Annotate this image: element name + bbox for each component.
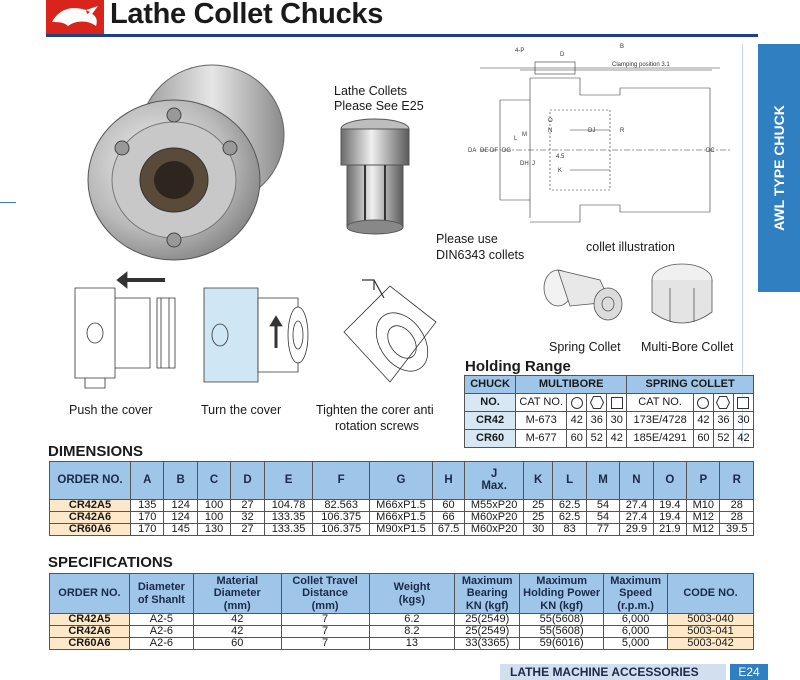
spring-collet-label: Spring Collet xyxy=(549,340,621,354)
dim-cell: 170 xyxy=(131,512,164,524)
dimensions-table xyxy=(49,461,754,536)
dim-cell: 67.5 xyxy=(432,524,464,536)
dim-o: O xyxy=(548,118,553,124)
dim-da: DA xyxy=(468,148,477,154)
dim-cell: 39.5 xyxy=(720,524,754,536)
dim-head-b: B xyxy=(164,462,197,500)
holding-range-table xyxy=(464,375,754,448)
dim-cell: 130 xyxy=(197,524,230,536)
dim-l: L xyxy=(514,136,518,142)
spec-head-mat2: Diameter xyxy=(213,587,261,600)
dim-cell: 25 xyxy=(524,512,553,524)
side-tab-label: AWL TYPE CHUCK xyxy=(771,105,787,231)
dim-head-order: ORDER NO. xyxy=(50,462,131,500)
dim-order: CR60A6 xyxy=(50,524,131,536)
dim-cell: 145 xyxy=(164,524,197,536)
dim-order: CR42A6 xyxy=(50,512,131,524)
spec-head-travel: Collet Travel xyxy=(292,575,358,588)
spec-head-power2: Holding Power xyxy=(523,587,601,600)
dim-k: K xyxy=(558,168,563,174)
hold-head-cat: CAT NO. xyxy=(516,394,567,412)
push-cover-label: Push the cover xyxy=(69,403,153,417)
dim-cell: 30 xyxy=(524,524,553,536)
dim-cell: M66xP1.5 xyxy=(370,500,433,512)
dim-cell: M60xP20 xyxy=(465,512,524,524)
circle-bore-icon xyxy=(571,397,583,409)
spec-order: CR42A5 xyxy=(50,614,130,626)
please-use-line2: DIN6343 collets xyxy=(436,248,525,262)
dim-cell: 135 xyxy=(131,500,164,512)
side-tab xyxy=(758,44,800,292)
spec-cell: A2-5 xyxy=(129,614,193,626)
table-row xyxy=(50,512,754,524)
spec-head-power: Maximum xyxy=(536,575,588,588)
specifications-title: SPECIFICATIONS xyxy=(48,554,173,571)
dim-head-k: K xyxy=(524,462,553,500)
turn-cover-illustration xyxy=(198,278,318,393)
hold-val: 36 xyxy=(713,412,733,430)
hold-cat: M-677 xyxy=(516,430,567,448)
hold-no: CR42 xyxy=(465,412,516,430)
multibore-collet-illustration xyxy=(640,258,730,338)
spec-head-mat: Material xyxy=(216,575,259,588)
dim-b: B xyxy=(620,44,625,50)
dim-cell: 124 xyxy=(164,500,197,512)
table-row xyxy=(465,412,754,430)
hexagon-bore-icon xyxy=(716,396,730,409)
spec-head-order: ORDER NO. xyxy=(50,574,130,614)
table-row xyxy=(50,524,754,536)
spec-head-speed3: (r.p.m.) xyxy=(617,599,654,612)
dim-cell: 21.9 xyxy=(653,524,686,536)
spec-cell: 25(2549) xyxy=(455,626,520,638)
dim-cell: 100 xyxy=(197,512,230,524)
dimensions-title: DIMENSIONS xyxy=(48,443,144,460)
dim-cell: 124 xyxy=(164,512,197,524)
dim-cell: 19.4 xyxy=(653,500,686,512)
spec-head-bearing2: Bearing xyxy=(466,587,508,600)
spec-head-speed2: Speed xyxy=(619,587,653,600)
dim-head-r: R xyxy=(720,462,754,500)
spec-cell: 6,000 xyxy=(604,614,668,626)
circle-bore-icon xyxy=(697,397,709,409)
spec-head-diam2: of Shanlt xyxy=(137,593,185,606)
spec-head-bearing3: KN (kgf) xyxy=(465,599,509,612)
dim-cell: 62.5 xyxy=(553,512,586,524)
dim-cell: 27 xyxy=(231,500,264,512)
hold-scat: 185E/4291 xyxy=(627,430,694,448)
dim-cell: M66xP1.5 xyxy=(370,512,433,524)
dim-cell: M12 xyxy=(687,524,720,536)
table-row xyxy=(50,500,754,512)
dim-r: R xyxy=(620,128,625,134)
square-bore-icon xyxy=(737,397,749,409)
footer-label: LATHE MACHINE ACCESSORIES xyxy=(510,665,699,679)
dim-head-o: O xyxy=(653,462,686,500)
dim-cell: 54 xyxy=(586,512,619,524)
holding-range-title: Holding Range xyxy=(465,358,571,375)
spec-cell: A2-6 xyxy=(129,638,193,650)
spec-cell: 55(5608) xyxy=(520,626,604,638)
dim-cell: 106.375 xyxy=(313,524,370,536)
spec-cell: 25(2549) xyxy=(455,614,520,626)
spec-cell: 42 xyxy=(193,614,281,626)
spec-cell: 6.2 xyxy=(369,614,455,626)
hold-head-cat2: CAT NO. xyxy=(627,394,694,412)
table-row xyxy=(50,626,754,638)
dim-dg: DG xyxy=(502,148,511,154)
spec-head-weight2: (kgs) xyxy=(398,593,426,606)
hold-val: 60 xyxy=(567,430,587,448)
spec-cell: 8.2 xyxy=(369,626,455,638)
dim-cell: 133.35 xyxy=(264,512,313,524)
hold-head-spring: SPRING COLLET xyxy=(627,376,754,394)
spec-head-mat3: (mm) xyxy=(223,599,251,612)
collet-illustration-label: collet illustration xyxy=(586,240,675,254)
dim-m: M xyxy=(522,132,527,138)
spring-collet-illustration xyxy=(530,258,630,338)
dim-cell: 28 xyxy=(720,512,754,524)
spec-head-power3: KN (kgf) xyxy=(540,599,584,612)
spec-code: 5003-042 xyxy=(668,638,754,650)
dim-head-j: J xyxy=(490,468,498,480)
spec-cell: 7 xyxy=(281,614,369,626)
table-row xyxy=(50,614,754,626)
dim-head-a: A xyxy=(131,462,164,500)
push-cover-illustration xyxy=(55,268,185,398)
dim-cell: 25 xyxy=(524,500,553,512)
hold-val: 52 xyxy=(713,430,733,448)
dim-cell: 32 xyxy=(231,512,264,524)
dim-head-c: C xyxy=(197,462,230,500)
spec-head-code: CODE NO. xyxy=(668,574,754,614)
dim-head-l: L xyxy=(553,462,586,500)
hold-scat: 173E/4728 xyxy=(627,412,694,430)
eagle-icon xyxy=(46,0,104,34)
spec-order: CR60A6 xyxy=(50,638,130,650)
dim-cell: M10 xyxy=(687,500,720,512)
hold-val: 52 xyxy=(587,430,607,448)
dim-j: J xyxy=(532,161,535,167)
spec-cell: 33(3365) xyxy=(455,638,520,650)
spec-cell: A2-6 xyxy=(129,626,193,638)
spec-cell: 60 xyxy=(193,638,281,650)
technical-drawing xyxy=(460,40,742,235)
spec-order: CR42A6 xyxy=(50,626,130,638)
square-bore-icon xyxy=(611,397,623,409)
hold-val: 30 xyxy=(733,412,753,430)
page-title: Lathe Collet Chucks xyxy=(110,0,384,30)
dim-cell: 62.5 xyxy=(553,500,586,512)
spec-head-speed: Maximum xyxy=(610,575,661,588)
dim-cell: 82.563 xyxy=(313,500,370,512)
hold-val: 42 xyxy=(733,430,753,448)
spec-head-bearing: Maximum xyxy=(461,575,513,588)
dim-cell: M55xP20 xyxy=(465,500,524,512)
spec-cell: 55(5608) xyxy=(520,614,604,626)
dim-cell: 54 xyxy=(586,500,619,512)
dim-cell: 77 xyxy=(586,524,619,536)
hold-val: 42 xyxy=(607,430,627,448)
turn-cover-label: Turn the cover xyxy=(201,403,282,417)
dim-head-n: N xyxy=(620,462,653,500)
hold-no: CR60 xyxy=(465,430,516,448)
multibore-collet-label: Multi-Bore Collet xyxy=(641,340,734,354)
hold-cat: M-673 xyxy=(516,412,567,430)
dim-cell: M60xP20 xyxy=(465,524,524,536)
footer-bar xyxy=(500,664,726,680)
dim-cell: 60 xyxy=(432,500,464,512)
dim-cell: 83 xyxy=(553,524,586,536)
dim-cell: 27.4 xyxy=(620,512,653,524)
hold-val: 42 xyxy=(693,412,713,430)
dim-dh: DH xyxy=(520,161,529,167)
dim-head-h: H xyxy=(432,462,464,500)
dim-df: DF xyxy=(490,148,498,154)
spec-cell: 7 xyxy=(281,626,369,638)
dim-dj: DJ xyxy=(588,128,596,134)
spec-head-diam: Diameter xyxy=(137,581,185,594)
dim-cell: 106.375 xyxy=(313,512,370,524)
dim-cell: 104.78 xyxy=(264,500,313,512)
hold-head-no: NO. xyxy=(465,394,516,412)
dim-head-d: D xyxy=(231,462,264,500)
dim-cell: 19.4 xyxy=(653,512,686,524)
spec-cell: 7 xyxy=(281,638,369,650)
dim-4p: 4-P xyxy=(515,48,525,54)
dim-d: D xyxy=(560,52,565,58)
dim-order: CR42A5 xyxy=(50,500,131,512)
hold-head-chuck: CHUCK xyxy=(465,376,516,394)
dim-cell: 133.35 xyxy=(264,524,313,536)
hold-head-multibore: MULTIBORE xyxy=(516,376,627,394)
dim-cell: 66 xyxy=(432,512,464,524)
spec-head-weight: Weight xyxy=(393,581,431,594)
hold-val: 36 xyxy=(587,412,607,430)
spec-cell: 42 xyxy=(193,626,281,638)
dim-cell: M90xP1.5 xyxy=(370,524,433,536)
specifications-table xyxy=(49,573,754,650)
spec-code: 5003-040 xyxy=(668,614,754,626)
page-footer xyxy=(0,664,800,680)
dim-dc: DC xyxy=(706,148,715,154)
dim-n: N xyxy=(548,128,553,134)
chuck-photo xyxy=(62,40,302,265)
dim-cell: 28 xyxy=(720,500,754,512)
table-row xyxy=(50,638,754,650)
hold-val: 30 xyxy=(607,412,627,430)
dim-head-f: F xyxy=(313,462,370,500)
left-margin-tick xyxy=(0,202,16,203)
hold-val: 42 xyxy=(567,412,587,430)
dim-head-g: G xyxy=(370,462,433,500)
dim-head-p: P xyxy=(687,462,720,500)
dim-head-m: M xyxy=(586,462,619,500)
dim-cell: 27 xyxy=(231,524,264,536)
title-rule xyxy=(46,34,758,37)
spec-code: 5003-041 xyxy=(668,626,754,638)
collet-photo xyxy=(335,115,415,237)
dim-cell: 29.9 xyxy=(620,524,653,536)
spec-head-travel2: Distance xyxy=(302,587,348,600)
spec-cell: 5,000 xyxy=(604,638,668,650)
spec-cell: 59(6016) xyxy=(520,638,604,650)
hexagon-bore-icon xyxy=(590,396,604,409)
dim-de: DE xyxy=(480,148,489,154)
tighten-label-line2: rotation screws xyxy=(335,419,420,433)
tighten-label-line1: Tighten the corer anti xyxy=(316,403,434,417)
dim-cell: 27.4 xyxy=(620,500,653,512)
dim-head-j-max: Max. xyxy=(481,479,507,492)
table-row xyxy=(465,430,754,448)
dim-cell: 100 xyxy=(197,500,230,512)
lathe-collets-line2: Please See E25 xyxy=(334,99,424,113)
dim-cell: 170 xyxy=(131,524,164,536)
spec-cell: 13 xyxy=(369,638,455,650)
page-number: E24 xyxy=(730,664,768,680)
tighten-screws-illustration xyxy=(340,272,450,392)
lathe-collets-line1: Lathe Collets xyxy=(334,84,407,98)
dim-head-e: E xyxy=(264,462,313,500)
please-use-line1: Please use xyxy=(436,232,498,246)
brand-logo xyxy=(46,0,104,34)
dim-clamp: Clamping position 3.1 xyxy=(612,62,670,68)
dim-45: 4.5 xyxy=(556,154,565,160)
spec-cell: 6,000 xyxy=(604,626,668,638)
dim-cell: M12 xyxy=(687,512,720,524)
spec-head-travel3: (mm) xyxy=(311,599,339,612)
hold-val: 60 xyxy=(693,430,713,448)
